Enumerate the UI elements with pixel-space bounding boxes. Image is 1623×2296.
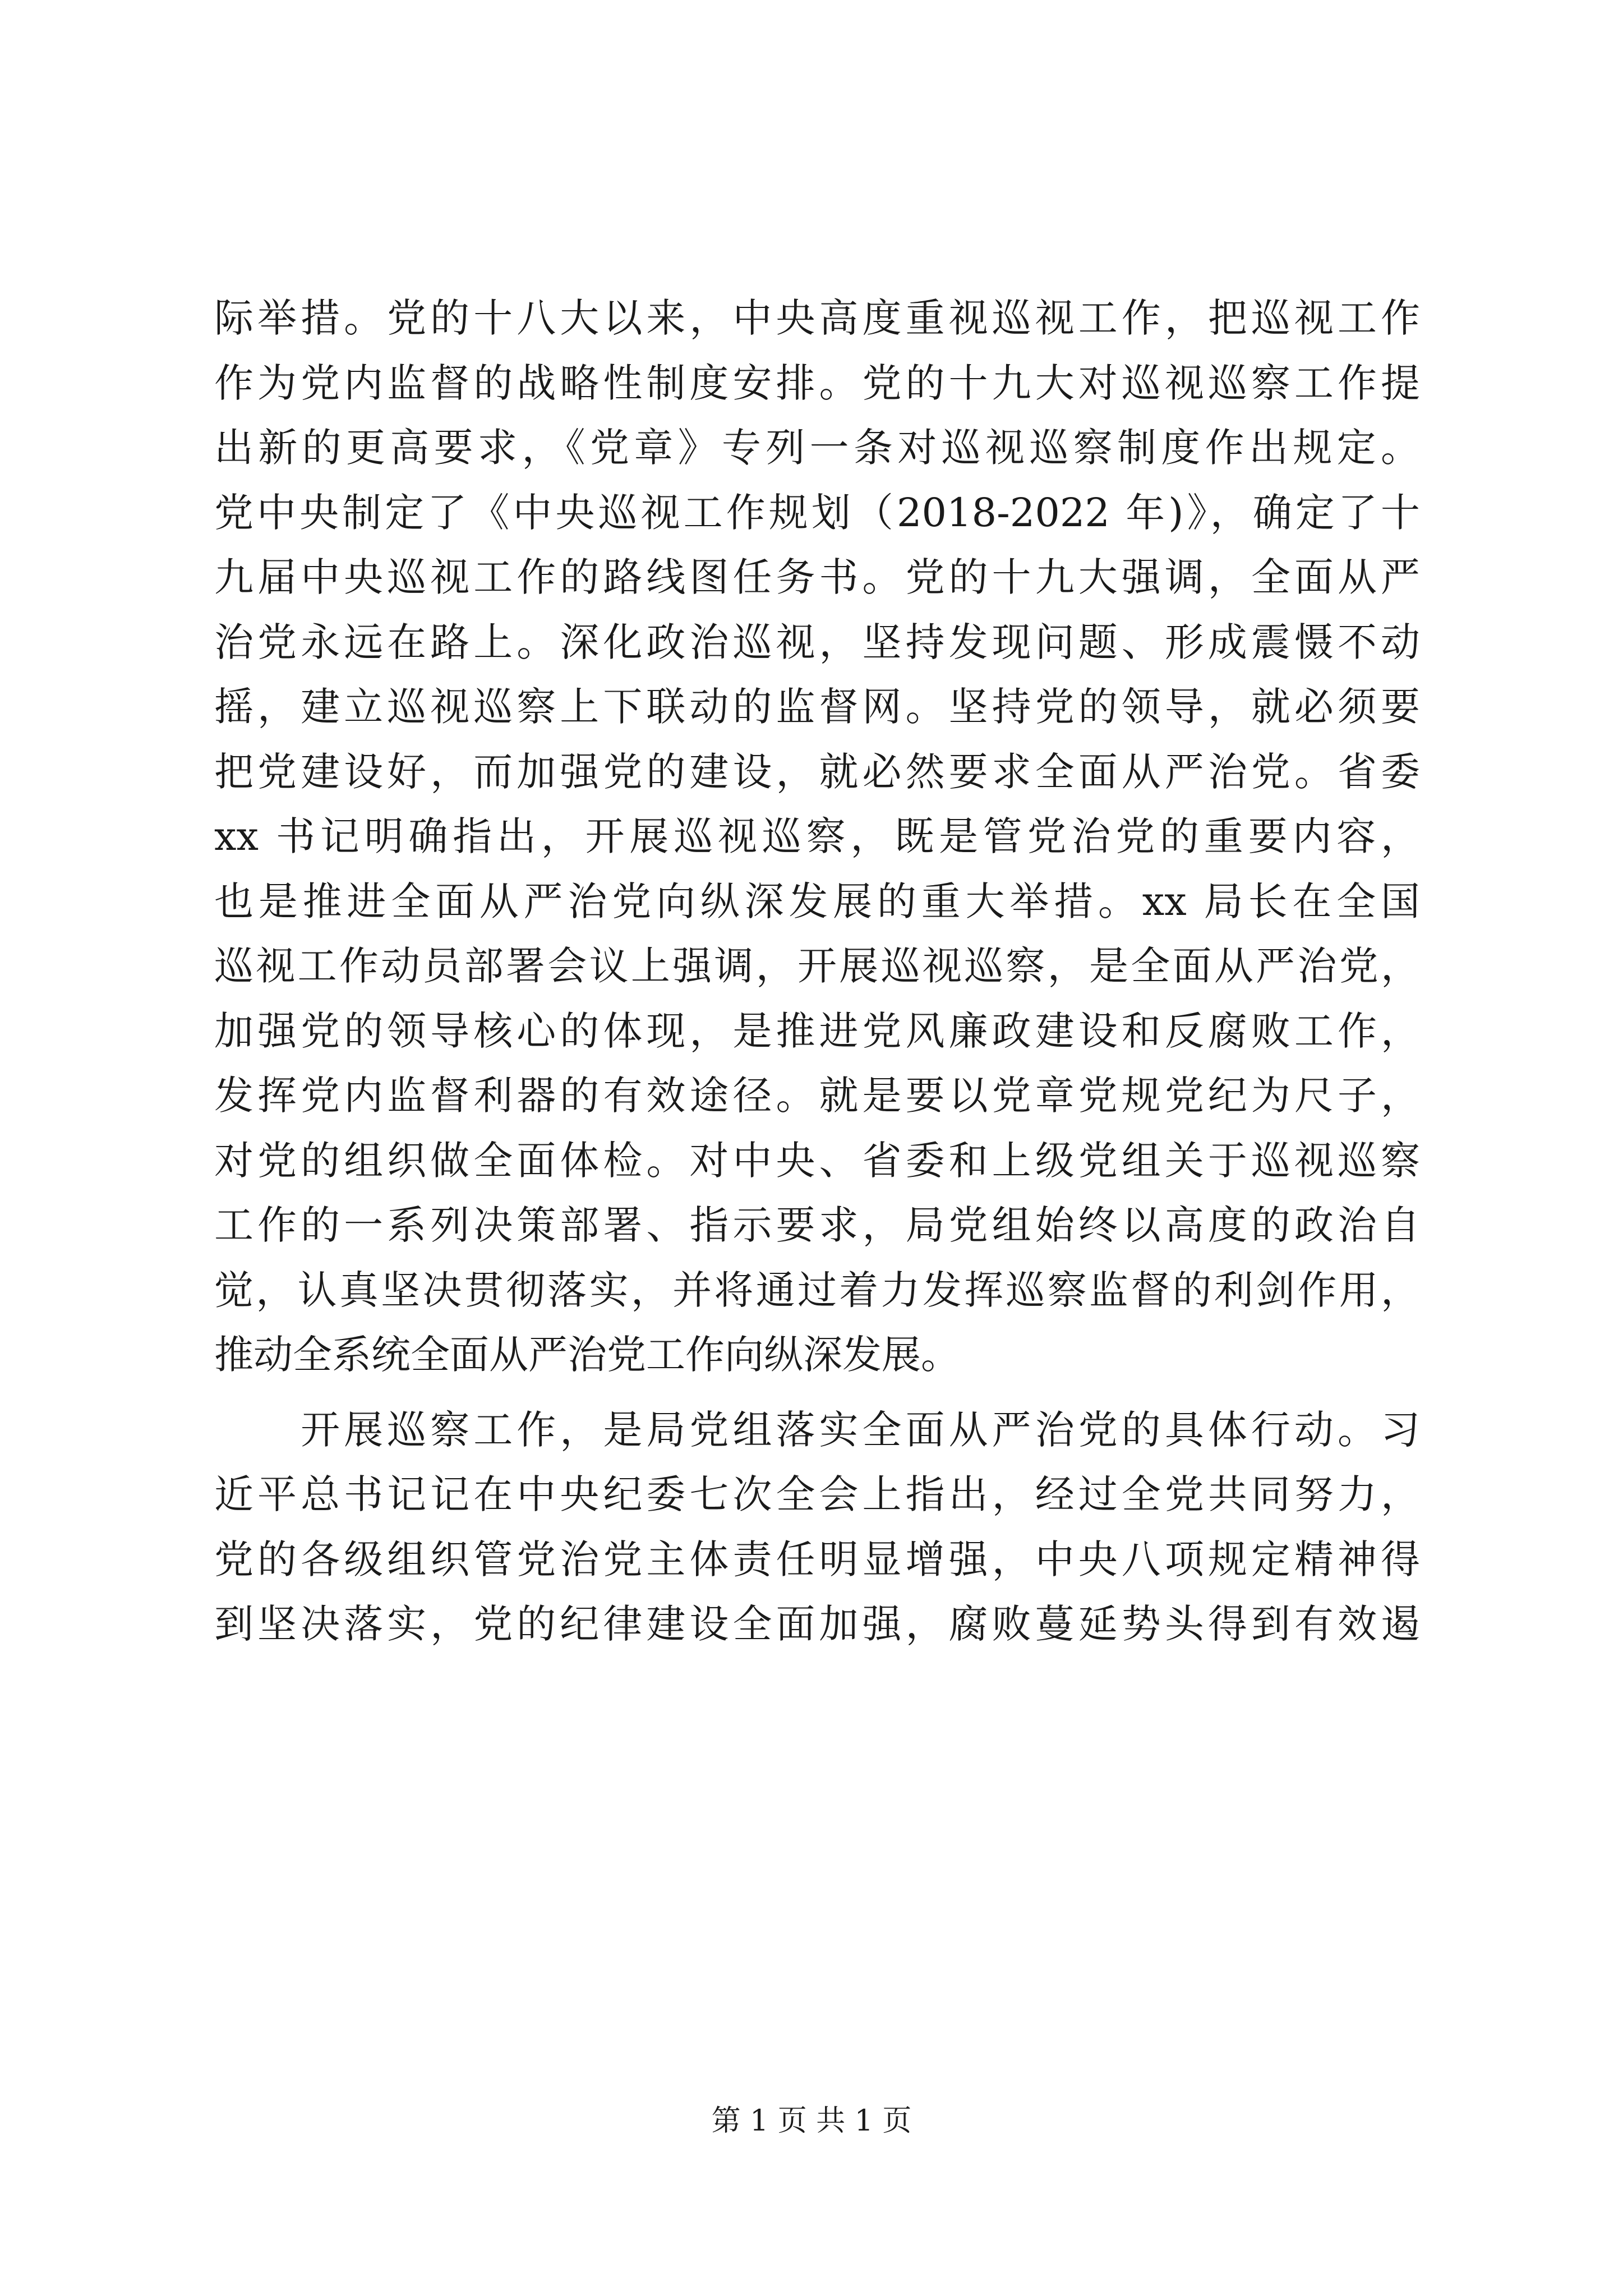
text-line: 推动全系统全面从严治党工作向纵深发展。 <box>214 1332 960 1378</box>
text-line: 九届中央巡视工作的路线图任务书。党的十九大强调，全面从严 <box>214 554 1420 600</box>
text-line: 加强党的领导核心的体现，是推进党风廉政建设和反腐败工作， <box>214 1007 1420 1054</box>
text-line: 党的各级组织管党治党主体责任明显增强，中央八项规定精神得 <box>214 1536 1420 1582</box>
text-line: 近平总书记记在中央纪委七次全会上指出，经过全党共同努力， <box>214 1471 1420 1517</box>
text-line: 作为党内监督的战略性制度安排。党的十九大对巡视巡察工作提 <box>214 360 1420 406</box>
text-line: 发挥党内监督利器的有效途径。就是要以党章党规党纪为尺子， <box>214 1073 1420 1119</box>
text-line: xx 书记明确指出，开展巡视巡察，既是管党治党的重要内容， <box>214 813 1420 859</box>
text-line: 工作的一系列决策部署、指示要求，局党组始终以高度的政治自 <box>214 1202 1420 1248</box>
text-line: 到坚决落实，党的纪律建设全面加强，腐败蔓延势头得到有效遏 <box>214 1601 1420 1647</box>
page-footer <box>0 2097 1623 2139</box>
text-line: 摇，建立巡视巡察上下联动的监督网。坚持党的领导，就必须要 <box>214 684 1420 730</box>
paragraph-gap <box>214 1388 1420 1398</box>
text-line: 开展巡察工作，是局党组落实全面从严治党的具体行动。习 <box>214 1406 1420 1453</box>
text-line: 巡视工作动员部署会议上强调，开展巡视巡察，是全面从严治党， <box>214 943 1420 989</box>
document-body <box>214 286 1420 1657</box>
text-line: 对党的组织做全面体检。对中央、省委和上级党组关于巡视巡察 <box>214 1137 1420 1184</box>
text-line: 把党建设好，而加强党的建设，就必然要求全面从严治党。省委 <box>214 748 1420 795</box>
text-line: 党中央制定了《中央巡视工作规划（2018-2022 年)》，确定了十 <box>214 489 1420 536</box>
text-line: 也是推进全面从严治党向纵深发展的重大举措。xx 局长在全国 <box>214 878 1420 924</box>
text-line: 出新的更高要求，《党章》专列一条对巡视巡察制度作出规定。 <box>214 425 1420 471</box>
page-number-label: 第 1 页 共 1 页 <box>711 2104 912 2138</box>
text-line: 觉，认真坚决贯彻落实，并将通过着力发挥巡察监督的利剑作用， <box>214 1267 1420 1313</box>
text-line: 际举措。党的十八大以来，中央高度重视巡视工作，把巡视工作 <box>214 295 1420 341</box>
text-line: 治党永远在路上。深化政治巡视，坚持发现问题、形成震慑不动 <box>214 619 1420 665</box>
